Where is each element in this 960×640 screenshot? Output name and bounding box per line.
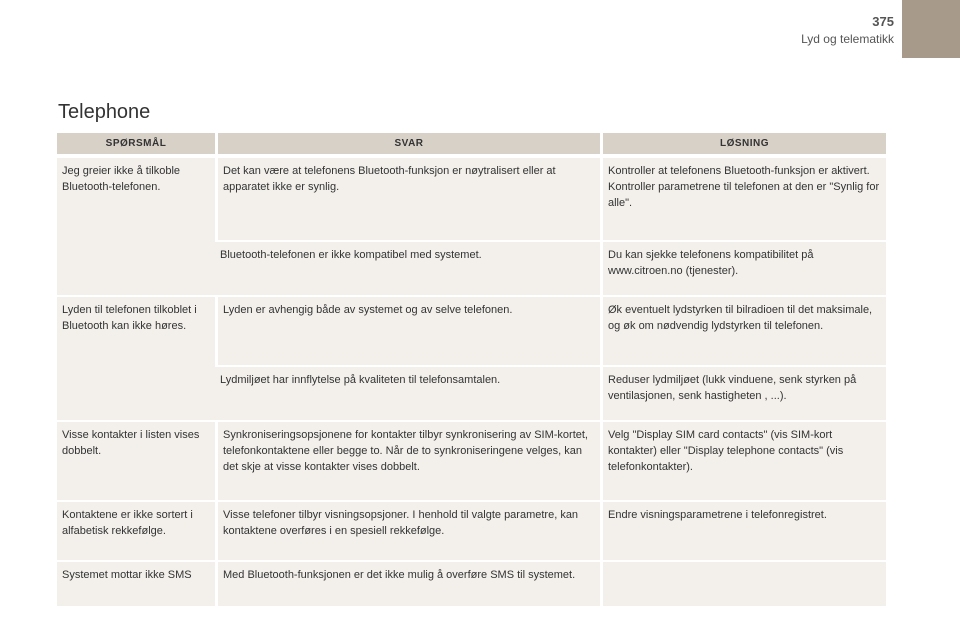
table-row (57, 560, 886, 606)
answer-cell: Lydmiljøet har innflytelse på kvaliteten til telefonsamtalen. (215, 365, 600, 420)
answer-cell: Lyden er avhengig både av systemet og av selve telefonen. (215, 295, 600, 365)
answer-cell: Med Bluetooth-funksjonen er det ikke mulig å overføre SMS til systemet. (215, 560, 600, 606)
solution-cell (600, 420, 886, 500)
solution-line: Endre visningsparametrene i telefonregistret. (608, 509, 827, 521)
answer-cell: Det kan være at telefonens Bluetooth-funksjon er nøytralisert eller at apparatet ikke er synlig. (215, 156, 600, 240)
question-cell: Jeg greier ikke å tilkoble Bluetooth-telefonen. (57, 156, 215, 295)
solution-line: Øk eventuelt lydstyrken til bilradioen til det maksimale, og øk om nødvendig lydstyrken til telefonen. (608, 304, 873, 332)
solution-cell (600, 240, 886, 295)
page-number: 375 (872, 14, 894, 29)
solution-line: Velg "Display SIM card contacts" (vis SIM-kort kontakter) eller "Display telephone contacts" (vis telefonkontakter). (608, 429, 844, 473)
chapter-title: Lyd og telematikk (801, 32, 894, 46)
solution-line: Kontroller parametrene til telefonen at den er "Synlig for alle". (608, 181, 880, 209)
question-cell: Systemet mottar ikke SMS (57, 560, 215, 606)
solution-cell (600, 295, 886, 365)
answer-cell: Bluetooth-telefonen er ikke kompatibel med systemet. (215, 240, 600, 295)
column-header-question: SPØRSMÅL (57, 133, 215, 156)
section-title: Telephone (58, 101, 151, 123)
solution-line: Du kan sjekke telefonens kompatibilitet på www.citroen.no (tjenester). (608, 249, 814, 277)
table-row (57, 156, 886, 240)
table-row (57, 500, 886, 560)
faq-table (57, 133, 886, 606)
table-row (57, 295, 886, 365)
question-cell: Lyden til telefonen tilkoblet i Bluetooth kan ikke høres. (57, 295, 215, 420)
question-cell: Kontaktene er ikke sortert i alfabetisk rekkefølge. (57, 500, 215, 560)
solution-cell (600, 500, 886, 560)
column-header-answer: SVAR (215, 133, 600, 156)
chapter-tab-marker (902, 0, 960, 58)
table-row (57, 420, 886, 500)
solution-cell (600, 156, 886, 240)
solution-cell (600, 560, 886, 606)
answer-cell: Synkroniseringsopsjonene for kontakter tilbyr synkronisering av SIM-kortet, telefonkontaktene eller begge to. Når de to synkroniseringene velges, kan det skje at visse kontakter vises dobbelt. (215, 420, 600, 500)
column-header-solution: LØSNING (600, 133, 886, 156)
answer-cell: Visse telefoner tilbyr visningsopsjoner. I henhold til valgte parametre, kan kontaktene overføres i en spesiell rekkefølge. (215, 500, 600, 560)
question-cell: Visse kontakter i listen vises dobbelt. (57, 420, 215, 500)
solution-cell (600, 365, 886, 420)
table-header-row (57, 133, 886, 156)
solution-line: Reduser lydmiljøet (lukk vinduene, senk styrken på ventilasjonen, senk hastigheten , ...). (608, 374, 857, 402)
solution-line: Kontroller at telefonens Bluetooth-funksjon er aktivert. (608, 165, 870, 177)
